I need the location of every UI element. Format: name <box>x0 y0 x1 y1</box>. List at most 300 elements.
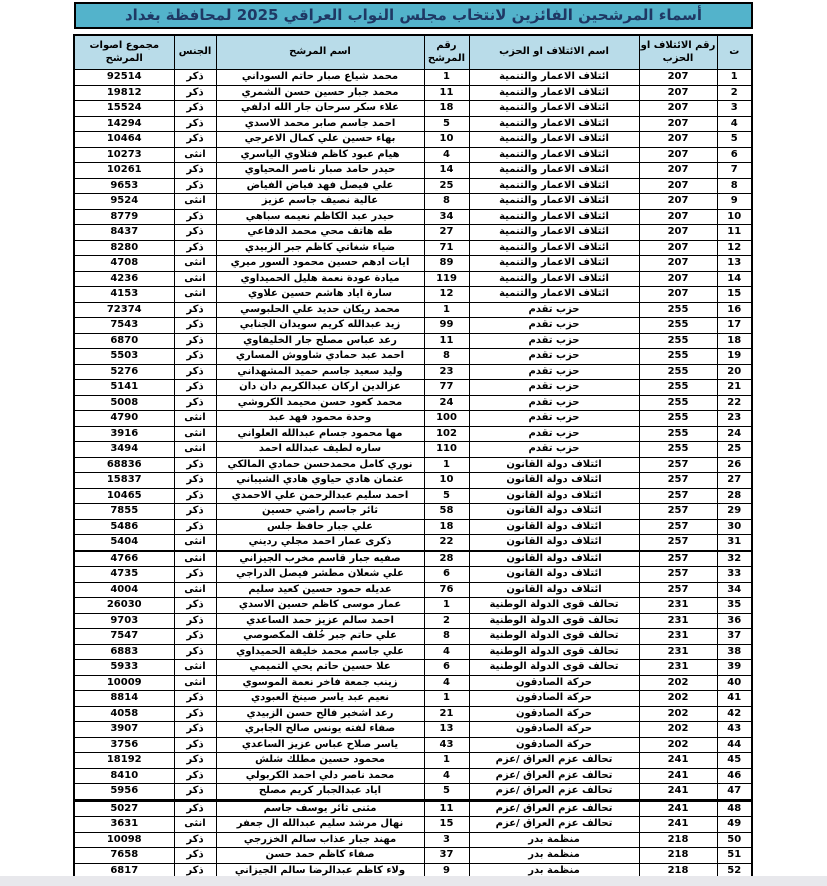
candidate-number-cell: 24 <box>424 395 469 411</box>
gender-cell: ذكر <box>174 178 216 194</box>
candidate-name-cell: علي جاسم محمد خليفة الحميداوي <box>216 644 424 660</box>
party-name-cell: ائتلاف الاعمار والتنمية <box>469 240 639 256</box>
table-row <box>74 551 752 567</box>
votes-cell: 5503 <box>74 349 174 365</box>
party-number-cell: 257 <box>639 567 717 583</box>
party-number-cell: 257 <box>639 504 717 520</box>
table-row <box>74 582 752 598</box>
serial-cell: 12 <box>717 240 752 256</box>
votes-cell: 10273 <box>74 147 174 163</box>
candidate-number-cell: 37 <box>424 848 469 864</box>
party-name-cell: تحالف قوى الدولة الوطنية <box>469 644 639 660</box>
votes-cell: 8779 <box>74 209 174 225</box>
header-votes: مجموع اصوات المرشح <box>74 35 174 70</box>
serial-cell: 47 <box>717 784 752 801</box>
party-number-cell: 241 <box>639 784 717 801</box>
serial-cell: 28 <box>717 488 752 504</box>
candidate-number-cell: 58 <box>424 504 469 520</box>
gender-cell: ذكر <box>174 380 216 396</box>
party-name-cell: ائتلاف الاعمار والتنمية <box>469 209 639 225</box>
party-name-cell: حركة الصادقون <box>469 737 639 753</box>
table-row <box>74 271 752 287</box>
table-row <box>74 147 752 163</box>
votes-cell: 68836 <box>74 457 174 473</box>
candidate-number-cell: 28 <box>424 551 469 567</box>
candidate-number-cell: 8 <box>424 194 469 210</box>
candidate-number-cell: 15 <box>424 817 469 833</box>
candidate-name-cell: علي جبار حافظ جلس <box>216 519 424 535</box>
candidate-name-cell: عالية نصيف جاسم عزيز <box>216 194 424 210</box>
table-row <box>74 784 752 801</box>
candidate-name-cell: محمد جبار حسين حسن الشمري <box>216 85 424 101</box>
gender-cell: ذكر <box>174 132 216 148</box>
candidate-number-cell: 25 <box>424 178 469 194</box>
candidate-name-cell: صفيه جبار قاسم مخرب الجيزاني <box>216 551 424 567</box>
candidate-number-cell: 1 <box>424 70 469 86</box>
serial-cell: 31 <box>717 535 752 551</box>
candidate-number-cell: 100 <box>424 411 469 427</box>
table-row <box>74 101 752 117</box>
party-name-cell: حزب تقدم <box>469 395 639 411</box>
candidate-number-cell: 27 <box>424 225 469 241</box>
table-row <box>74 256 752 272</box>
candidate-number-cell: 8 <box>424 629 469 645</box>
party-number-cell: 241 <box>639 817 717 833</box>
candidate-number-cell: 71 <box>424 240 469 256</box>
party-number-cell: 255 <box>639 426 717 442</box>
votes-cell: 9703 <box>74 613 174 629</box>
candidate-name-cell: محمد ناصر دلي احمد الكربولي <box>216 768 424 784</box>
gender-cell: ذكر <box>174 722 216 738</box>
party-number-cell: 207 <box>639 178 717 194</box>
gender-cell: انثى <box>174 442 216 458</box>
gender-cell: ذكر <box>174 753 216 769</box>
party-name-cell: حزب تقدم <box>469 364 639 380</box>
candidate-name-cell: مهند جبار عذاب سالم الخزرجي <box>216 832 424 848</box>
serial-cell: 5 <box>717 132 752 148</box>
votes-cell: 6817 <box>74 863 174 879</box>
candidate-number-cell: 21 <box>424 706 469 722</box>
party-name-cell: ائتلاف دولة القانون <box>469 567 639 583</box>
candidate-number-cell: 6 <box>424 567 469 583</box>
serial-cell: 45 <box>717 753 752 769</box>
table-row <box>74 567 752 583</box>
party-name-cell: حزب تقدم <box>469 442 639 458</box>
gender-cell: ذكر <box>174 457 216 473</box>
gender-cell: ذكر <box>174 691 216 707</box>
gender-cell: ذكر <box>174 519 216 535</box>
header-gender: الجنس <box>174 35 216 70</box>
party-name-cell: حركة الصادقون <box>469 722 639 738</box>
candidate-name-cell: احمد سالم عزيز حمد الساعدي <box>216 613 424 629</box>
candidate-name-cell: صفاء كاظم حمد حسن <box>216 848 424 864</box>
gender-cell: ذكر <box>174 318 216 334</box>
party-name-cell: ائتلاف دولة القانون <box>469 582 639 598</box>
candidate-number-cell: 76 <box>424 582 469 598</box>
party-number-cell: 231 <box>639 613 717 629</box>
votes-cell: 3907 <box>74 722 174 738</box>
table-row <box>74 598 752 614</box>
candidate-name-cell: احمد عبد حمادي شاووش المساري <box>216 349 424 365</box>
table-row <box>74 209 752 225</box>
candidate-name-cell: علا حسين حاتم يحي التميمي <box>216 660 424 676</box>
table-row <box>74 473 752 489</box>
party-number-cell: 207 <box>639 85 717 101</box>
table-row <box>74 675 752 691</box>
party-number-cell: 241 <box>639 800 717 817</box>
party-name-cell: ائتلاف دولة القانون <box>469 473 639 489</box>
party-number-cell: 207 <box>639 194 717 210</box>
party-number-cell: 257 <box>639 488 717 504</box>
candidate-name-cell: نهال مرشد سليم عبدالله ال جعفر <box>216 817 424 833</box>
gender-cell: ذكر <box>174 598 216 614</box>
votes-cell: 5141 <box>74 380 174 396</box>
party-name-cell: تحالف قوى الدولة الوطنية <box>469 629 639 645</box>
candidate-name-cell: عمار موسى كاظم حسين الاسدي <box>216 598 424 614</box>
serial-cell: 24 <box>717 426 752 442</box>
table-row <box>74 194 752 210</box>
party-number-cell: 207 <box>639 163 717 179</box>
candidate-name-cell: علي حاتم جبر خُلف المكصوصي <box>216 629 424 645</box>
party-name-cell: ائتلاف دولة القانون <box>469 551 639 567</box>
votes-cell: 5933 <box>74 660 174 676</box>
votes-cell: 10464 <box>74 132 174 148</box>
candidate-number-cell: 10 <box>424 132 469 148</box>
table-row <box>74 333 752 349</box>
table-row <box>74 70 752 86</box>
table-row <box>74 85 752 101</box>
party-number-cell: 257 <box>639 535 717 551</box>
candidate-number-cell: 11 <box>424 333 469 349</box>
gender-cell: ذكر <box>174 240 216 256</box>
candidate-number-cell: 18 <box>424 101 469 117</box>
candidate-name-cell: اياد عبدالجبار كريم مصلح <box>216 784 424 801</box>
gender-cell: ذكر <box>174 768 216 784</box>
party-name-cell: حزب تقدم <box>469 333 639 349</box>
candidate-number-cell: 18 <box>424 519 469 535</box>
party-number-cell: 255 <box>639 333 717 349</box>
votes-cell: 7658 <box>74 848 174 864</box>
gender-cell: ذكر <box>174 333 216 349</box>
party-name-cell: ائتلاف الاعمار والتنمية <box>469 70 639 86</box>
party-number-cell: 218 <box>639 863 717 879</box>
gender-cell: ذكر <box>174 101 216 117</box>
votes-cell: 5956 <box>74 784 174 801</box>
party-number-cell: 255 <box>639 380 717 396</box>
table-row <box>74 302 752 318</box>
party-number-cell: 218 <box>639 832 717 848</box>
serial-cell: 15 <box>717 287 752 303</box>
candidate-number-cell: 14 <box>424 163 469 179</box>
party-number-cell: 207 <box>639 101 717 117</box>
votes-cell: 4708 <box>74 256 174 272</box>
gender-cell: انثى <box>174 551 216 567</box>
votes-cell: 6870 <box>74 333 174 349</box>
candidate-name-cell: حيدر حامد صبار ناصر المحياوي <box>216 163 424 179</box>
gender-cell: ذكر <box>174 395 216 411</box>
candidate-name-cell: صفاء لفته يونس صالح الجابري <box>216 722 424 738</box>
party-name-cell: ائتلاف الاعمار والتنمية <box>469 194 639 210</box>
candidate-number-cell: 3 <box>424 832 469 848</box>
candidate-name-cell: مثنى ثائر يوسف جاسم <box>216 800 424 817</box>
party-number-cell: 207 <box>639 287 717 303</box>
gender-cell: ذكر <box>174 644 216 660</box>
party-name-cell: ائتلاف الاعمار والتنمية <box>469 116 639 132</box>
serial-cell: 22 <box>717 395 752 411</box>
candidate-name-cell: وليد سعيد جاسم حميد المشهداني <box>216 364 424 380</box>
table-row <box>74 691 752 707</box>
candidate-name-cell: محمد ريكان حديد علي الحلبوسي <box>216 302 424 318</box>
party-name-cell: حزب تقدم <box>469 411 639 427</box>
party-number-cell: 207 <box>639 240 717 256</box>
serial-cell: 9 <box>717 194 752 210</box>
table-row <box>74 426 752 442</box>
votes-cell: 18192 <box>74 753 174 769</box>
gender-cell: ذكر <box>174 209 216 225</box>
party-name-cell: ائتلاف دولة القانون <box>469 519 639 535</box>
party-name-cell: حزب تقدم <box>469 380 639 396</box>
table-row <box>74 442 752 458</box>
serial-cell: 26 <box>717 457 752 473</box>
table-row <box>74 660 752 676</box>
votes-cell: 4766 <box>74 551 174 567</box>
candidate-name-cell: زينب جمعة فاخر نعمة الموسوي <box>216 675 424 691</box>
gender-cell: ذكر <box>174 349 216 365</box>
table-row <box>74 753 752 769</box>
header-party-number: رقم الائتلاف او الحزب <box>639 35 717 70</box>
votes-cell: 15837 <box>74 473 174 489</box>
party-number-cell: 257 <box>639 582 717 598</box>
table-row <box>74 318 752 334</box>
party-name-cell: منظمة بدر <box>469 848 639 864</box>
table-row <box>74 504 752 520</box>
serial-cell: 13 <box>717 256 752 272</box>
candidate-number-cell: 23 <box>424 364 469 380</box>
candidate-name-cell: علاء سكر سرحان جار الله ادلفي <box>216 101 424 117</box>
serial-cell: 1 <box>717 70 752 86</box>
gender-cell: انثى <box>174 582 216 598</box>
gender-cell: انثى <box>174 194 216 210</box>
gender-cell: انثى <box>174 675 216 691</box>
votes-cell: 14294 <box>74 116 174 132</box>
serial-cell: 7 <box>717 163 752 179</box>
table-row <box>74 116 752 132</box>
party-name-cell: حركة الصادقون <box>469 706 639 722</box>
gender-cell: ذكر <box>174 488 216 504</box>
gender-cell: ذكر <box>174 848 216 864</box>
candidate-number-cell: 89 <box>424 256 469 272</box>
serial-cell: 35 <box>717 598 752 614</box>
party-name-cell: تحالف عزم العراق /عزم <box>469 800 639 817</box>
candidate-name-cell: ثائر جاسم راضي حسين <box>216 504 424 520</box>
table-row <box>74 132 752 148</box>
candidate-number-cell: 22 <box>424 535 469 551</box>
gender-cell: ذكر <box>174 116 216 132</box>
party-number-cell: 255 <box>639 364 717 380</box>
party-name-cell: ائتلاف الاعمار والتنمية <box>469 225 639 241</box>
candidate-number-cell: 1 <box>424 598 469 614</box>
party-number-cell: 202 <box>639 737 717 753</box>
gender-cell: ذكر <box>174 70 216 86</box>
votes-cell: 3631 <box>74 817 174 833</box>
serial-cell: 17 <box>717 318 752 334</box>
candidate-name-cell: احمد سليم عبدالرحمن علي الاحمدي <box>216 488 424 504</box>
candidate-number-cell: 1 <box>424 302 469 318</box>
party-name-cell: ائتلاف الاعمار والتنمية <box>469 132 639 148</box>
candidate-name-cell: رعد عباس مصلح جار الخليفاوي <box>216 333 424 349</box>
votes-cell: 8437 <box>74 225 174 241</box>
votes-cell: 3756 <box>74 737 174 753</box>
party-number-cell: 241 <box>639 753 717 769</box>
serial-cell: 21 <box>717 380 752 396</box>
table-row <box>74 364 752 380</box>
candidate-number-cell: 102 <box>424 426 469 442</box>
serial-cell: 3 <box>717 101 752 117</box>
votes-cell: 3916 <box>74 426 174 442</box>
party-number-cell: 202 <box>639 706 717 722</box>
candidate-number-cell: 1 <box>424 457 469 473</box>
votes-cell: 5404 <box>74 535 174 551</box>
party-number-cell: 207 <box>639 116 717 132</box>
candidate-name-cell: علي شعلان مطشر فيصل الدراجي <box>216 567 424 583</box>
serial-cell: 30 <box>717 519 752 535</box>
gender-cell: ذكر <box>174 629 216 645</box>
results-table-body <box>74 70 752 880</box>
votes-cell: 15524 <box>74 101 174 117</box>
votes-cell: 10009 <box>74 675 174 691</box>
gender-cell: انثى <box>174 817 216 833</box>
votes-cell: 26030 <box>74 598 174 614</box>
table-row <box>74 411 752 427</box>
gender-cell: ذكر <box>174 800 216 817</box>
party-name-cell: ائتلاف دولة القانون <box>469 488 639 504</box>
table-row <box>74 629 752 645</box>
votes-cell: 8814 <box>74 691 174 707</box>
party-number-cell: 255 <box>639 302 717 318</box>
table-row <box>74 848 752 864</box>
gender-cell: ذكر <box>174 163 216 179</box>
candidate-number-cell: 43 <box>424 737 469 753</box>
party-name-cell: ائتلاف الاعمار والتنمية <box>469 101 639 117</box>
table-row <box>74 832 752 848</box>
candidate-number-cell: 9 <box>424 863 469 879</box>
candidate-number-cell: 4 <box>424 147 469 163</box>
candidate-number-cell: 13 <box>424 722 469 738</box>
party-name-cell: حزب تقدم <box>469 302 639 318</box>
gender-cell: ذكر <box>174 364 216 380</box>
table-header-row <box>74 35 752 70</box>
candidate-number-cell: 1 <box>424 691 469 707</box>
serial-cell: 2 <box>717 85 752 101</box>
votes-cell: 4790 <box>74 411 174 427</box>
party-name-cell: ائتلاف الاعمار والتنمية <box>469 256 639 272</box>
party-name-cell: تحالف عزم العراق /عزم <box>469 784 639 801</box>
candidate-name-cell: بهاء حسين علي كمال الاعرجي <box>216 132 424 148</box>
votes-cell: 5008 <box>74 395 174 411</box>
gender-cell: انثى <box>174 287 216 303</box>
header-serial: ت <box>717 35 752 70</box>
party-name-cell: ائتلاف دولة القانون <box>469 535 639 551</box>
gender-cell: انثى <box>174 411 216 427</box>
party-name-cell: حزب تقدم <box>469 349 639 365</box>
serial-cell: 14 <box>717 271 752 287</box>
serial-cell: 48 <box>717 800 752 817</box>
party-number-cell: 257 <box>639 519 717 535</box>
votes-cell: 7543 <box>74 318 174 334</box>
serial-cell: 29 <box>717 504 752 520</box>
party-name-cell: ائتلاف دولة القانون <box>469 504 639 520</box>
serial-cell: 10 <box>717 209 752 225</box>
candidate-number-cell: 5 <box>424 116 469 132</box>
table-row <box>74 722 752 738</box>
gender-cell: ذكر <box>174 85 216 101</box>
gender-cell: انثى <box>174 147 216 163</box>
table-row <box>74 706 752 722</box>
party-name-cell: منظمة بدر <box>469 832 639 848</box>
votes-cell: 9653 <box>74 178 174 194</box>
party-number-cell: 255 <box>639 349 717 365</box>
serial-cell: 18 <box>717 333 752 349</box>
serial-cell: 40 <box>717 675 752 691</box>
party-name-cell: تحالف قوى الدولة الوطنية <box>469 660 639 676</box>
votes-cell: 4058 <box>74 706 174 722</box>
candidate-name-cell: ذكرى عمار احمد مجلي رديني <box>216 535 424 551</box>
header-party-name: اسم الائتلاف او الحزب <box>469 35 639 70</box>
table-row <box>74 457 752 473</box>
table-row <box>74 519 752 535</box>
table-row <box>74 613 752 629</box>
votes-cell: 7547 <box>74 629 174 645</box>
votes-cell: 10098 <box>74 832 174 848</box>
gender-cell: انثى <box>174 256 216 272</box>
votes-cell: 9524 <box>74 194 174 210</box>
candidate-name-cell: ايات ادهم حسين محمود السور ميري <box>216 256 424 272</box>
party-name-cell: تحالف قوى الدولة الوطنية <box>469 613 639 629</box>
candidate-name-cell: ولاء كاظم عبدالرضا سالم الجيزاني <box>216 863 424 879</box>
candidate-number-cell: 12 <box>424 287 469 303</box>
party-number-cell: 231 <box>639 598 717 614</box>
header-candidate-number: رقم المرشح <box>424 35 469 70</box>
serial-cell: 27 <box>717 473 752 489</box>
party-number-cell: 257 <box>639 551 717 567</box>
party-number-cell: 202 <box>639 691 717 707</box>
table-row <box>74 349 752 365</box>
party-number-cell: 207 <box>639 271 717 287</box>
party-name-cell: تحالف عزم العراق /عزم <box>469 817 639 833</box>
header-candidate-name: اسم المرشح <box>216 35 424 70</box>
serial-cell: 43 <box>717 722 752 738</box>
candidate-number-cell: 4 <box>424 675 469 691</box>
serial-cell: 37 <box>717 629 752 645</box>
votes-cell: 10261 <box>74 163 174 179</box>
party-name-cell: تحالف قوى الدولة الوطنية <box>469 598 639 614</box>
party-name-cell: منظمة بدر <box>469 863 639 879</box>
serial-cell: 33 <box>717 567 752 583</box>
serial-cell: 34 <box>717 582 752 598</box>
candidate-name-cell: محمد كعود حسن محيمد الكروشي <box>216 395 424 411</box>
candidate-name-cell: احمد جاسم صابر محمد الاسدي <box>216 116 424 132</box>
candidate-number-cell: 4 <box>424 768 469 784</box>
votes-cell: 8410 <box>74 768 174 784</box>
table-row <box>74 287 752 303</box>
candidate-name-cell: طه هاتف محي محمد الدفاعي <box>216 225 424 241</box>
party-name-cell: ائتلاف الاعمار والتنمية <box>469 147 639 163</box>
candidate-name-cell: عثمان هادي حياوي هادي الشيباني <box>216 473 424 489</box>
party-number-cell: 255 <box>639 318 717 334</box>
candidate-number-cell: 5 <box>424 784 469 801</box>
candidate-number-cell: 119 <box>424 271 469 287</box>
candidate-number-cell: 110 <box>424 442 469 458</box>
